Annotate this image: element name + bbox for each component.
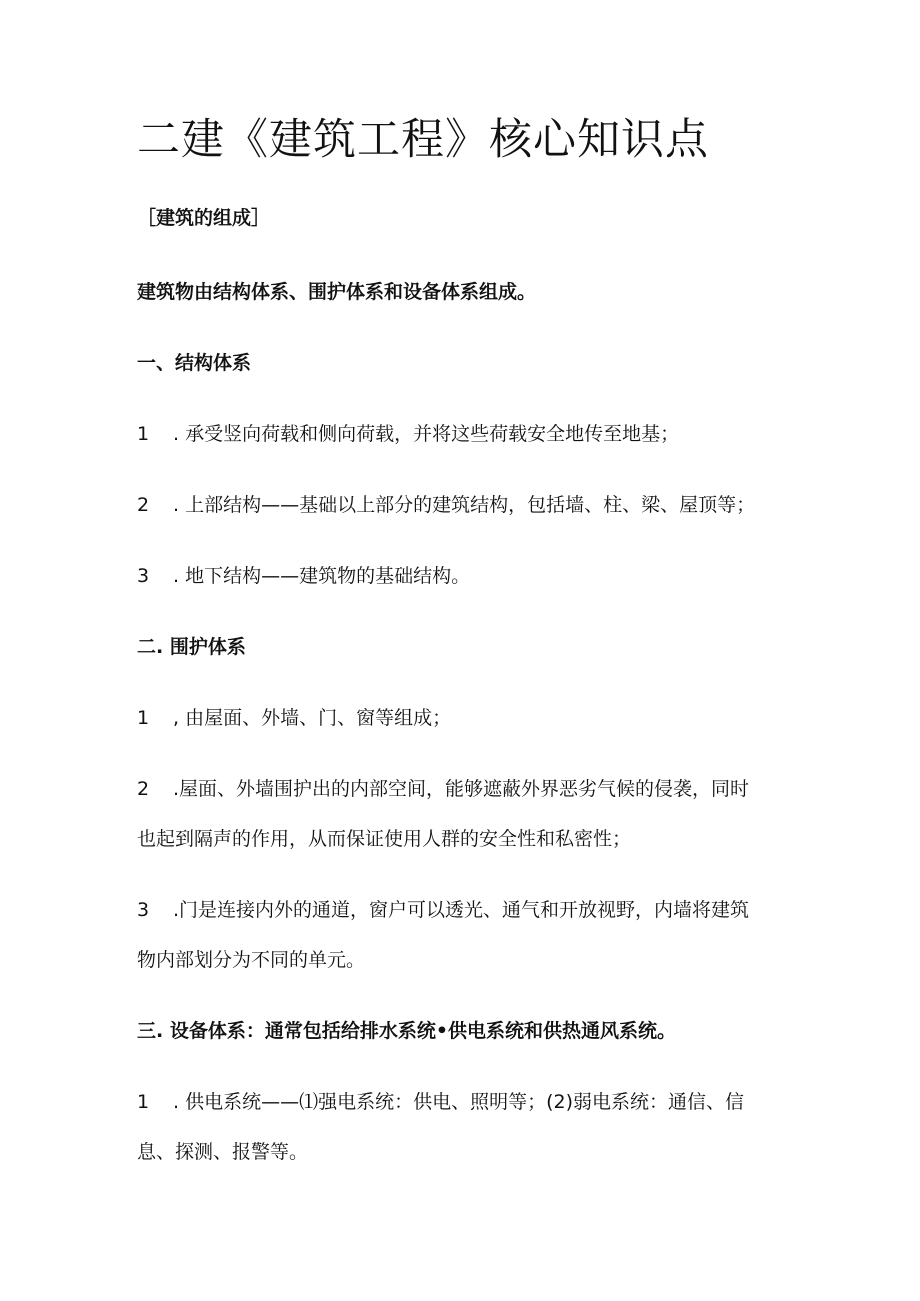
item-text: . 地下结构——建筑物的基础结构。 xyxy=(173,565,471,587)
equipment-item-1 xyxy=(137,1087,744,1117)
item-number: 1 xyxy=(137,707,150,729)
item-number: 3 xyxy=(137,565,150,587)
structure-heading: 一、结构体系 xyxy=(137,352,252,374)
equipment-heading: 三. 设备体系：通常包括给排水系统•供电系统和供热通风系统。 xyxy=(137,1020,676,1042)
item-text: . 供电系统——⑴强电系统：供电、照明等；(2)弱电系统：通信、信 xyxy=(173,1091,744,1113)
equipment-item-1-continuation: 息、探测、报警等。 xyxy=(137,1141,309,1163)
enclosure-item-2 xyxy=(137,774,749,804)
section-label: ［建筑的组成］ xyxy=(137,207,271,229)
enclosure-item-3 xyxy=(137,895,749,925)
item-text: , 由屋面、外墙、门、窗等组成； xyxy=(173,707,452,729)
enclosure-item-2-continuation: 也起到隔声的作用，从而保证使用人群的安全性和私密性； xyxy=(137,828,632,850)
item-number: 2 xyxy=(137,494,150,516)
item-number: 3 xyxy=(137,899,150,921)
item-text: .屋面、外墙围护出的内部空间，能够遮蔽外界恶劣气候的侵袭，同时 xyxy=(173,778,750,800)
enclosure-item-1 xyxy=(137,703,451,733)
intro-paragraph: 建筑物由结构体系、围护体系和设备体系组成。 xyxy=(137,281,537,303)
enclosure-item-3-continuation: 物内部划分为不同的单元。 xyxy=(137,949,366,971)
item-number: 1 xyxy=(137,423,150,445)
structure-item-3 xyxy=(137,561,470,591)
enclosure-heading: 二. 围护体系 xyxy=(137,636,246,658)
document-title: 二建《建筑工程》核心知识点 xyxy=(137,115,709,165)
item-text: . 上部结构——基础以上部分的建筑结构，包括墙、柱、梁、屋顶等； xyxy=(173,494,756,516)
item-number: 1 xyxy=(137,1091,150,1113)
item-text: . 承受竖向荷载和侧向荷载，并将这些荷载安全地传至地基； xyxy=(173,423,680,445)
structure-item-1 xyxy=(137,419,679,449)
item-number: 2 xyxy=(137,778,150,800)
item-text: .门是连接内外的通道，窗户可以透光、通气和开放视野，内墙将建筑 xyxy=(173,899,750,921)
structure-item-2 xyxy=(137,490,755,520)
